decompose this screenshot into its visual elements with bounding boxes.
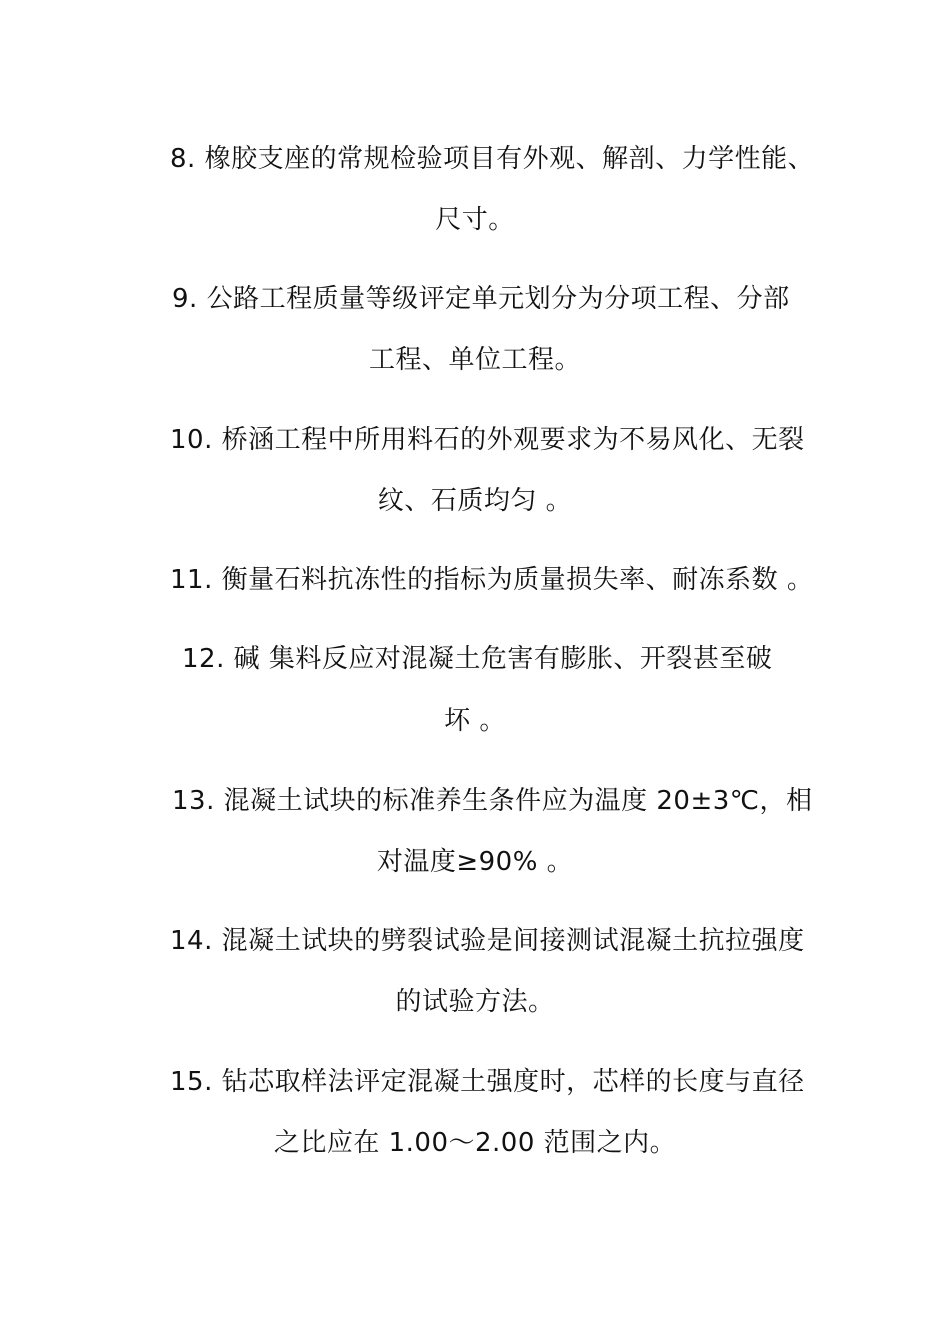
item-9-line-2: 工程、单位工程。: [368, 345, 581, 375]
item-12-line-1: 12. 碱 集料反应对混凝土危害有膨胀、开裂甚至破: [182, 644, 773, 674]
item-15-line-1: 15. 钻芯取样法评定混凝土强度时，芯样的长度与直径: [170, 1067, 805, 1097]
item-14-line-1: 14. 混凝土试块的劈裂试验是间接测试混凝土抗拉强度: [170, 926, 805, 956]
item-8-line-1: 8. 橡胶支座的常规检验项目有外观、解剖、力学性能、: [170, 144, 815, 174]
item-14-line-2: 的试验方法。: [395, 987, 555, 1017]
item-12-line-2: 坏 。: [444, 706, 506, 736]
item-10-line-2: 纹、石质均匀 。: [377, 486, 573, 516]
item-9-line-1: 9. 公路工程质量等级评定单元划分为分项工程、分部: [172, 284, 790, 314]
item-13-line-2: 对温度≥90% 。: [376, 847, 574, 877]
item-10-line-1: 10. 桥涵工程中所用料石的外观要求为不易风化、无裂: [170, 425, 805, 455]
item-8-line-2: 尺寸。: [435, 205, 515, 235]
item-15-line-2: 之比应在 1.00～2.00 范围之内。: [273, 1128, 677, 1158]
item-11-line-1: 11. 衡量石料抗冻性的指标为质量损失率、耐冻系数 。: [170, 565, 814, 595]
item-13-line-1: 13. 混凝土试块的标准养生条件应为温度 20±3℃，相: [172, 786, 813, 816]
